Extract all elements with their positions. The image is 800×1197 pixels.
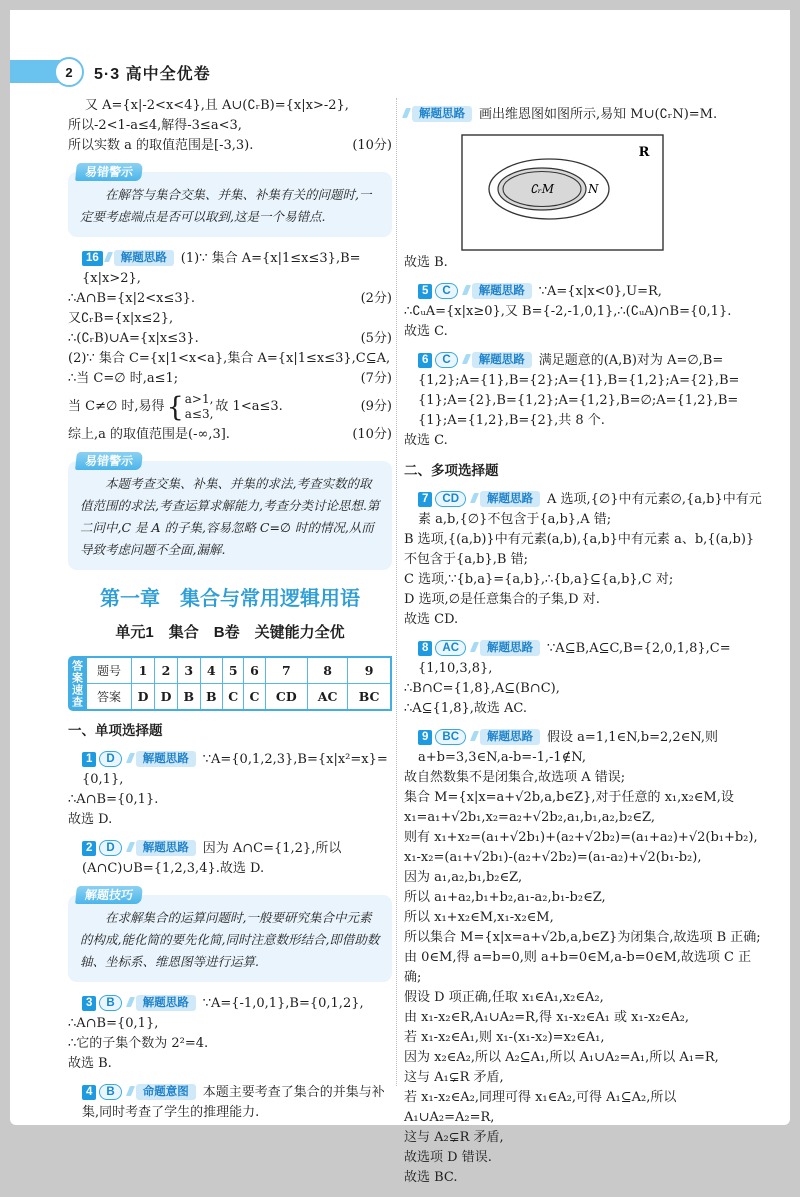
solution-tag: 解题思路 xyxy=(480,491,540,507)
solution-text: 综上,a 的取值范围是(-∞,3]. xyxy=(68,427,230,442)
section-heading: 一、单项选择题 xyxy=(68,723,163,738)
tip-box-tab: 易错警示 xyxy=(75,163,143,181)
solution-item xyxy=(404,639,766,719)
solution-line xyxy=(68,810,392,830)
solution-line xyxy=(68,1034,392,1054)
score-mark: (5分) xyxy=(360,331,392,346)
tag-chevron-icon xyxy=(462,285,471,295)
solution-text: 本题主要考查了集合的并集与补集,同时考查了学生的推理能力. xyxy=(82,1085,385,1120)
answer-table-cell: 2 xyxy=(155,657,178,684)
solution-tag: 命题意图 xyxy=(136,1084,196,1100)
solution-item-head xyxy=(404,282,766,302)
solution-line xyxy=(404,610,766,630)
brace-line-content xyxy=(68,392,353,422)
tag-chevron-icon xyxy=(462,354,471,364)
solution-text: (1)∵ 集合 A={x|1≤x≤3},B={x|x>2}, xyxy=(82,251,361,286)
score-mark: (10分) xyxy=(352,427,392,442)
solution-line xyxy=(68,96,392,116)
venn-complement-m-label: ∁ᵣM xyxy=(529,182,555,196)
solution-text: 故选 B. xyxy=(68,1056,112,1071)
brace-post-text: 故 1<a≤3. xyxy=(215,399,283,414)
solution-text: 所以 a₁+a₂,b₁+b₂,a₁-a₂,b₁-b₂∈Z, xyxy=(404,890,606,905)
solution-text: 因为 A∩C={1,2},所以(A∩C)∪B={1,2,3,4}.故选 D. xyxy=(82,841,342,876)
solution-line xyxy=(68,790,392,810)
solution-line xyxy=(404,788,766,828)
solution-line xyxy=(68,425,392,445)
solution-text: 故自然数集不是闭集合,故选项 A 错误; xyxy=(404,770,626,785)
answer-table-cell: CD xyxy=(265,684,307,711)
solution-text: 由 0∈M,得 a=b=0,则 a+b=0∈M,a-b=0∈M,故选项 C 正确; xyxy=(404,950,752,985)
solution-item xyxy=(68,839,392,879)
solution-text: ∵A={x|x<0},U=R, xyxy=(538,284,662,299)
solution-item xyxy=(68,1083,392,1123)
solution-line xyxy=(404,431,766,451)
score-mark: (7分) xyxy=(360,371,392,386)
question-number-row xyxy=(86,657,391,684)
solution-line xyxy=(404,1048,766,1068)
solution-text: ∵A={0,1,2,3},B={x|x²=x}={0,1}, xyxy=(82,752,388,787)
solution-text: 集合 M={x|x=a+√2b,a,b∈Z},对于任意的 x₁,x₂∈M,设 x₁=a₁+√2b₁,x₂=a₂+√2b₂,a₁,b₁,a₂,b₂∈Z, xyxy=(404,790,734,825)
brace-items xyxy=(185,392,214,422)
venn-universe-label: R xyxy=(638,145,650,160)
solution-text: B 选项,{(a,b)}中有元素(a,b),{a,b}中有元素 a、b,{(a,b)}不包含于{a,b},B 错; xyxy=(404,532,755,567)
solution-text: ∴A∩B={x|2<x≤3}. xyxy=(68,291,196,306)
tag-chevron-icon xyxy=(470,731,479,741)
solution-text: C 选项,∵{b,a}={a,b},∴{b,a}⊆{a,b},C 对; xyxy=(404,572,674,587)
brace-item: a≤3, xyxy=(184,407,214,421)
answer-table-cell: BC xyxy=(348,684,391,711)
answer-table-cell: 4 xyxy=(200,657,223,684)
solution-line xyxy=(68,349,392,369)
solution-flow xyxy=(418,490,766,530)
solution-flow xyxy=(418,351,766,431)
tip-box-tab: 解题技巧 xyxy=(75,886,143,904)
solution-flow xyxy=(82,1083,392,1123)
solution-line xyxy=(404,988,766,1008)
solution-item-head xyxy=(404,639,766,679)
solution-text: 故选 CD. xyxy=(404,612,459,627)
answer-badge: AC xyxy=(435,640,466,656)
solution-line xyxy=(404,679,766,699)
answer-badge: C xyxy=(435,283,457,299)
solution-line xyxy=(404,699,766,719)
question-number-badge: 9 xyxy=(418,730,432,745)
unit-title: 单元1 集合 B卷 关键能力全优 xyxy=(115,624,345,641)
chapter-title: 第一章 集合与常用逻辑用语 xyxy=(100,588,360,610)
tip-box-text: 本题考查交集、补集、并集的求法,考查实数的取值范围的求法,考查运算求解能力,考查分类讨论思想.第二问中,C 是 A 的子集,容易忽略 C=∅ 时的情况,从而导致考虑问题不全面,漏解. xyxy=(80,476,380,557)
answer-badge: D xyxy=(99,840,121,856)
solution-tag: 解题思路 xyxy=(136,751,196,767)
answer-table-cell: D xyxy=(155,684,178,711)
solution-line xyxy=(404,928,766,948)
solution-text: 若 x₁-x₂∈A₁,则 x₁-(x₁-x₂)=x₂∈A₁, xyxy=(404,1030,605,1045)
solution-flow xyxy=(418,728,766,768)
answer-table-cell: B xyxy=(178,684,201,711)
section-heading: 二、多项选择题 xyxy=(404,463,499,478)
solution-line xyxy=(404,868,766,888)
solution-line xyxy=(404,828,766,848)
solution-line xyxy=(404,590,766,610)
solution-flow xyxy=(82,994,392,1014)
answer-table-cell: C xyxy=(244,684,265,711)
solution-item-head xyxy=(404,105,766,125)
solution-line xyxy=(68,369,392,389)
solution-text: ∴B∩C={1,8},A⊆(B∩C), xyxy=(404,681,560,696)
solution-tag: 解题思路 xyxy=(412,106,472,122)
venn-diagram xyxy=(461,134,664,251)
solution-line xyxy=(404,322,766,342)
solution-text: 假设 D 项正确,任取 x₁∈A₁,x₂∈A₂, xyxy=(404,990,604,1005)
solution-line xyxy=(68,116,392,136)
tag-chevron-icon xyxy=(126,1086,135,1096)
score-mark: (9分) xyxy=(360,399,392,414)
score-mark: (2分) xyxy=(360,291,392,306)
page-number-text: 2 xyxy=(65,64,73,80)
solution-tag: 解题思路 xyxy=(136,995,196,1011)
solution-text: ∴A∩B={0,1}. xyxy=(68,792,159,807)
answer-badge: C xyxy=(435,352,457,368)
solution-item-head xyxy=(68,249,392,289)
solution-tag: 解题思路 xyxy=(472,283,532,299)
solution-text: 又 A={x|-2<x<4},且 A∪(∁ᵣB)={x|x>-2}, xyxy=(85,98,349,113)
tag-chevron-icon xyxy=(126,997,135,1007)
solution-text: 画出维恩图如图所示,易知 M∪(∁ᵣN)=M. xyxy=(479,107,718,122)
solution-item xyxy=(404,282,766,342)
answer-table-cell: 6 xyxy=(244,657,265,684)
solution-tag: 解题思路 xyxy=(472,352,532,368)
solution-text: (2)∵ 集合 C={x|1<x<a},集合 A={x|1≤x≤3},C⊆A, xyxy=(68,351,391,366)
question-number-badge: 3 xyxy=(82,996,96,1011)
solution-line xyxy=(404,908,766,928)
brace-glyph: { xyxy=(166,391,184,423)
answer-quick-check xyxy=(68,656,392,711)
question-number-badge: 1 xyxy=(82,752,96,767)
solution-text: ∴∁ᵤA={x|x≥0},又 B={-2,-1,0,1},∴(∁ᵤA)∩B={0,1}. xyxy=(404,304,732,319)
solution-item xyxy=(404,728,766,1188)
tag-chevron-icon xyxy=(470,642,479,652)
tip-box xyxy=(68,888,392,982)
answer-badge: B xyxy=(99,1084,121,1100)
tag-chevron-icon xyxy=(470,493,479,503)
solution-text: ∴它的子集个数为 2²=4. xyxy=(68,1036,209,1051)
solution-item xyxy=(404,351,766,451)
column-divider xyxy=(396,98,397,1086)
question-number-badge: 2 xyxy=(82,841,96,856)
solution-item-head xyxy=(68,839,392,879)
solution-line xyxy=(68,389,392,425)
brace-group xyxy=(167,392,214,422)
solution-text: 因为 x₂∈A₂,所以 A₂⊆A₁,所以 A₁∪A₂=A₁,所以 A₁=R, xyxy=(404,1050,719,1065)
solution-text: 则有 x₁+x₂=(a₁+√2b₁)+(a₂+√2b₂)=(a₁+a₂)+√2(b₁+b₂), xyxy=(404,830,758,845)
solution-item-head xyxy=(68,1083,392,1123)
solution-line xyxy=(68,136,392,156)
solution-line xyxy=(404,768,766,788)
answer-table-cell: 题号 xyxy=(86,657,132,684)
solution-text: ∴(∁ᵣB)∪A={x|x≤3}. xyxy=(68,331,199,346)
question-number-badge: 6 xyxy=(418,353,432,368)
answer-table-cell: AC xyxy=(308,684,348,711)
solution-text: 假设 a=1,1∈N,b=2,2∈N,则 a+b=3,3∈N,a-b=-1,-1∉N, xyxy=(418,730,718,765)
score-mark: (10分) xyxy=(352,138,392,153)
solution-item-head xyxy=(404,351,766,431)
solution-text: 因为 a₁,a₂,b₁,b₂∈Z, xyxy=(404,870,523,885)
solution-line xyxy=(68,289,392,309)
tag-chevron-icon xyxy=(402,108,411,118)
solution-text: 这与 A₂⊊R 矛盾, xyxy=(404,1130,504,1145)
answer-table-cell: 5 xyxy=(223,657,244,684)
solution-tag: 解题思路 xyxy=(114,250,174,266)
solution-item-head xyxy=(404,490,766,530)
solution-text: ∴当 C=∅ 时,a≤1; xyxy=(68,371,179,386)
answer-table-cell: B xyxy=(200,684,223,711)
answer-badge: BC xyxy=(435,729,466,745)
solution-text: A 选项,{∅}中有元素∅,{a,b}中有元素 a,b,{∅}不包含于{a,b},A 错; xyxy=(418,492,762,527)
question-number-badge: 5 xyxy=(418,284,432,299)
solution-line xyxy=(68,1014,392,1034)
solution-text: ∵A={-1,0,1},B={0,1,2}, xyxy=(202,996,364,1011)
answer-row xyxy=(86,684,391,711)
solution-line xyxy=(404,1008,766,1028)
tip-box xyxy=(68,454,392,570)
answer-table-cell: 1 xyxy=(132,657,155,684)
solution-item-head xyxy=(68,750,392,790)
answer-badge: B xyxy=(99,995,121,1011)
question-number-badge: 16 xyxy=(82,251,103,266)
solution-text: 又∁ᵣB={x|x≤2}, xyxy=(68,311,174,326)
answer-badge: CD xyxy=(435,491,466,507)
answer-table-cell: 3 xyxy=(178,657,201,684)
solution-item-head xyxy=(404,728,766,768)
venn-conclusion xyxy=(404,253,766,273)
solution-line xyxy=(68,309,392,329)
question-number-badge: 7 xyxy=(418,492,432,507)
solution-flow xyxy=(82,249,392,289)
solution-item xyxy=(404,490,766,630)
solution-tag: 解题思路 xyxy=(480,640,540,656)
solution-text: 所以-2<1-a≤4,解得-3≤a<3, xyxy=(68,118,242,133)
answer-table-cell: 9 xyxy=(348,657,391,684)
solution-line xyxy=(404,888,766,908)
solution-item xyxy=(68,750,392,830)
brace-pre-text: 当 C≠∅ 时,易得 xyxy=(68,399,165,414)
question-number-badge: 8 xyxy=(418,641,432,656)
solution-item xyxy=(404,105,766,125)
solution-flow xyxy=(404,105,766,125)
solution-line xyxy=(404,302,766,322)
solution-text: 若 x₁-x₂∈A₂,同理可得 x₁∈A₂,可得 A₁⊆A₂,所以 A₁∪A₂=A₂=R, xyxy=(404,1090,677,1125)
solution-line xyxy=(404,1128,766,1148)
solution-text: ∵A⊆B,A⊆C,B={2,0,1,8},C={1,10,3,8}, xyxy=(418,641,731,676)
solution-item xyxy=(68,994,392,1074)
solution-line xyxy=(404,530,766,570)
answer-table-cell: 答案 xyxy=(86,684,132,711)
left-column xyxy=(68,96,392,1132)
solution-text: 所以集合 M={x|x=a+√2b,a,b∈Z}为闭集合,故选项 B 正确; xyxy=(404,930,761,945)
solution-line xyxy=(404,1148,766,1168)
tag-chevron-icon xyxy=(126,753,135,763)
solution-flow xyxy=(418,282,766,302)
solution-text: 所以 x₁+x₂∈M,x₁-x₂∈M, xyxy=(404,910,554,925)
answer-table-cell: C xyxy=(223,684,244,711)
solution-text: 故选 C. xyxy=(404,433,448,448)
solution-text: 故选项 D 错误. xyxy=(404,1150,492,1165)
answer-table-cell: 8 xyxy=(308,657,348,684)
solution-line xyxy=(404,1068,766,1088)
solution-text: 由 x₁-x₂∈R,A₁∪A₂=R,得 x₁-x₂∈A₁ 或 x₁-x₂∈A₂, xyxy=(404,1010,689,1025)
solution-line xyxy=(68,329,392,349)
book-title: 5·3 高中全优卷 xyxy=(94,66,211,83)
solution-text: 故选 D. xyxy=(68,812,113,827)
solution-tag: 解题思路 xyxy=(480,729,540,745)
right-column-rest xyxy=(404,282,766,1188)
solution-line xyxy=(404,1088,766,1128)
tag-chevron-icon xyxy=(104,252,113,262)
solution-line xyxy=(404,570,766,590)
right-column-top xyxy=(404,105,766,125)
solution-line xyxy=(404,1168,766,1188)
solution-flow xyxy=(82,839,392,879)
workbook-page xyxy=(10,10,790,1185)
solution-text: ∴A⊆{1,8},故选 AC. xyxy=(404,701,528,716)
solution-text: x₁-x₂=(a₁+√2b₁)-(a₂+√2b₂)=(a₁-a₂)+√2(b₁-b₂), xyxy=(404,850,702,865)
answer-table-cell: D xyxy=(132,684,155,711)
solution-flow xyxy=(82,750,392,790)
solution-text: 满足题意的(A,B)对为 A=∅,B={1,2};A={1},B={2};A={1},B={1,2};A={2},B={1};A={2},B={1,2};A={1,2},B=∅;A={1,2},B={1};A={1,2},B={2},共 8 个. xyxy=(418,353,740,428)
answer-badge: D xyxy=(99,751,121,767)
solution-flow xyxy=(418,639,766,679)
solution-line xyxy=(404,848,766,868)
tip-box-tab: 易错警示 xyxy=(75,452,143,470)
venn-conclusion-text: 故选 B. xyxy=(404,255,448,270)
solution-item xyxy=(68,249,392,445)
solution-text: 所以实数 a 的取值范围是[-3,3). xyxy=(68,138,254,153)
venn-set-n-label: N xyxy=(588,182,599,196)
solution-text: 故选 C. xyxy=(404,324,448,339)
solution-text: 故选 BC. xyxy=(404,1170,458,1185)
solution-text: ∴A∩B={0,1}, xyxy=(68,1016,159,1031)
tip-box xyxy=(68,165,392,237)
solution-item-head xyxy=(68,994,392,1014)
answer-table xyxy=(85,656,392,711)
solution-line xyxy=(404,1028,766,1048)
solution-text: 这与 A₁⊊R 矛盾, xyxy=(404,1070,504,1085)
answer-quick-check-tab: 答案速查 xyxy=(68,656,85,711)
brace-item: a>1, xyxy=(184,392,214,406)
question-number-badge: 4 xyxy=(82,1085,96,1100)
tip-box-text: 在求解集合的运算问题时,一般要研究集合中元素的构成,能化简的要先化简,同时注意数形结合,即借助数轴、坐标系、维恩图等进行运算. xyxy=(80,910,380,969)
tag-chevron-icon xyxy=(126,842,135,852)
page-number xyxy=(54,57,84,87)
solution-line xyxy=(404,948,766,988)
solution-tag: 解题思路 xyxy=(136,840,196,856)
tip-box-text: 在解答与集合交集、并集、补集有关的问题时,一定要考虑端点是否可以取到,这是一个易错点. xyxy=(80,187,372,224)
right-column xyxy=(404,96,766,1197)
solution-text: D 选项,∅是任意集合的子集,D 对. xyxy=(404,592,600,607)
solution-line xyxy=(68,1054,392,1074)
answer-table-cell: 7 xyxy=(265,657,307,684)
paragraph xyxy=(68,96,392,156)
